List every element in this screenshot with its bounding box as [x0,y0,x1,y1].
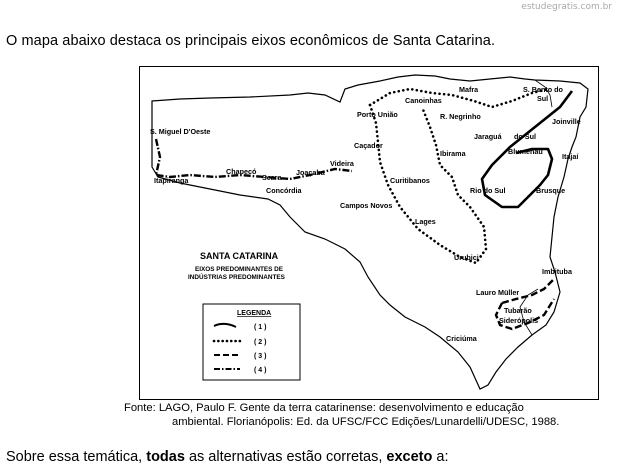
map-figure [139,66,599,400]
city-label: Brusque [536,186,566,195]
city-label: Tubarão [504,306,532,315]
city-label: Criciúma [446,334,477,343]
city-label: Imbituba [542,267,572,276]
legend-item: ( 3 ) [254,353,267,360]
city-label: Videira [330,159,354,168]
intro-text: O mapa abaixo destaca os principais eixos econômicos de Santa Catarina. [6,33,496,49]
map-subtitle: EIXOS PREDOMINANTES DE [195,266,284,273]
city-label: Campos Novos [340,201,393,210]
city-label: Joaçaba [296,168,325,177]
source-line-1: Fonte: LAGO, Paulo F. Gente da terra catarinense: desenvolvimento e educação [124,402,524,414]
santa-catarina-map [140,67,598,399]
source-line-2: ambiental. Florianópolis: Ed. da UFSC/FCC Edições/Lunardelli/UDESC, 1988. [172,415,560,428]
city-label: Jaraguá [474,132,502,141]
city-label: Lauro Müller [476,288,520,297]
city-label: Porto União [357,110,398,119]
city-label: Curitibanos [390,176,430,185]
watermark: estudegratis.com.br [521,2,612,12]
legend-item: ( 1 ) [254,324,267,331]
city-label: Itapiranga [154,176,189,185]
city-label: Canoinhas [405,96,442,105]
city-label: R. Negrinho [440,112,481,121]
legend-item: ( 2 ) [254,339,267,346]
map-legend [203,304,300,380]
legend-title: LEGENDA [237,310,272,317]
city-label: Itajaí [562,152,579,161]
city-label: S. Bento do [523,85,563,94]
city-label: Ibirama [440,149,466,158]
city-label: S. Miguel D'Oeste [150,127,211,136]
city-label: Siderópolis [499,316,539,325]
city-label: Rio do Sul [470,186,506,195]
map-subtitle: INDÚSTRIAS PREDOMINANTES [188,274,285,281]
city-label: Caçador [354,141,383,150]
city-label: Chapecó [226,167,257,176]
city-label: Mafra [459,85,479,94]
question-emphasis: todas [146,449,185,465]
question-part: Sobre essa temática, [6,449,147,465]
legend-item: ( 4 ) [254,367,267,374]
map-title: SANTA CATARINA [200,251,279,261]
city-label: Joinville [552,117,581,126]
city-label: do Sul [514,132,536,141]
question-emphasis: exceto [386,449,433,465]
city-label: Concórdia [266,186,302,195]
question-text [6,449,449,465]
city-label: Sul [537,94,549,103]
question-part: as alternativas estão corretas, [184,449,387,465]
city-label: Blumenau [508,147,543,156]
question-part: a: [432,449,449,465]
source-citation [124,402,614,429]
city-label: Urubici [454,253,479,262]
city-label: Lages [415,217,436,226]
city-label: Seara [262,173,282,182]
